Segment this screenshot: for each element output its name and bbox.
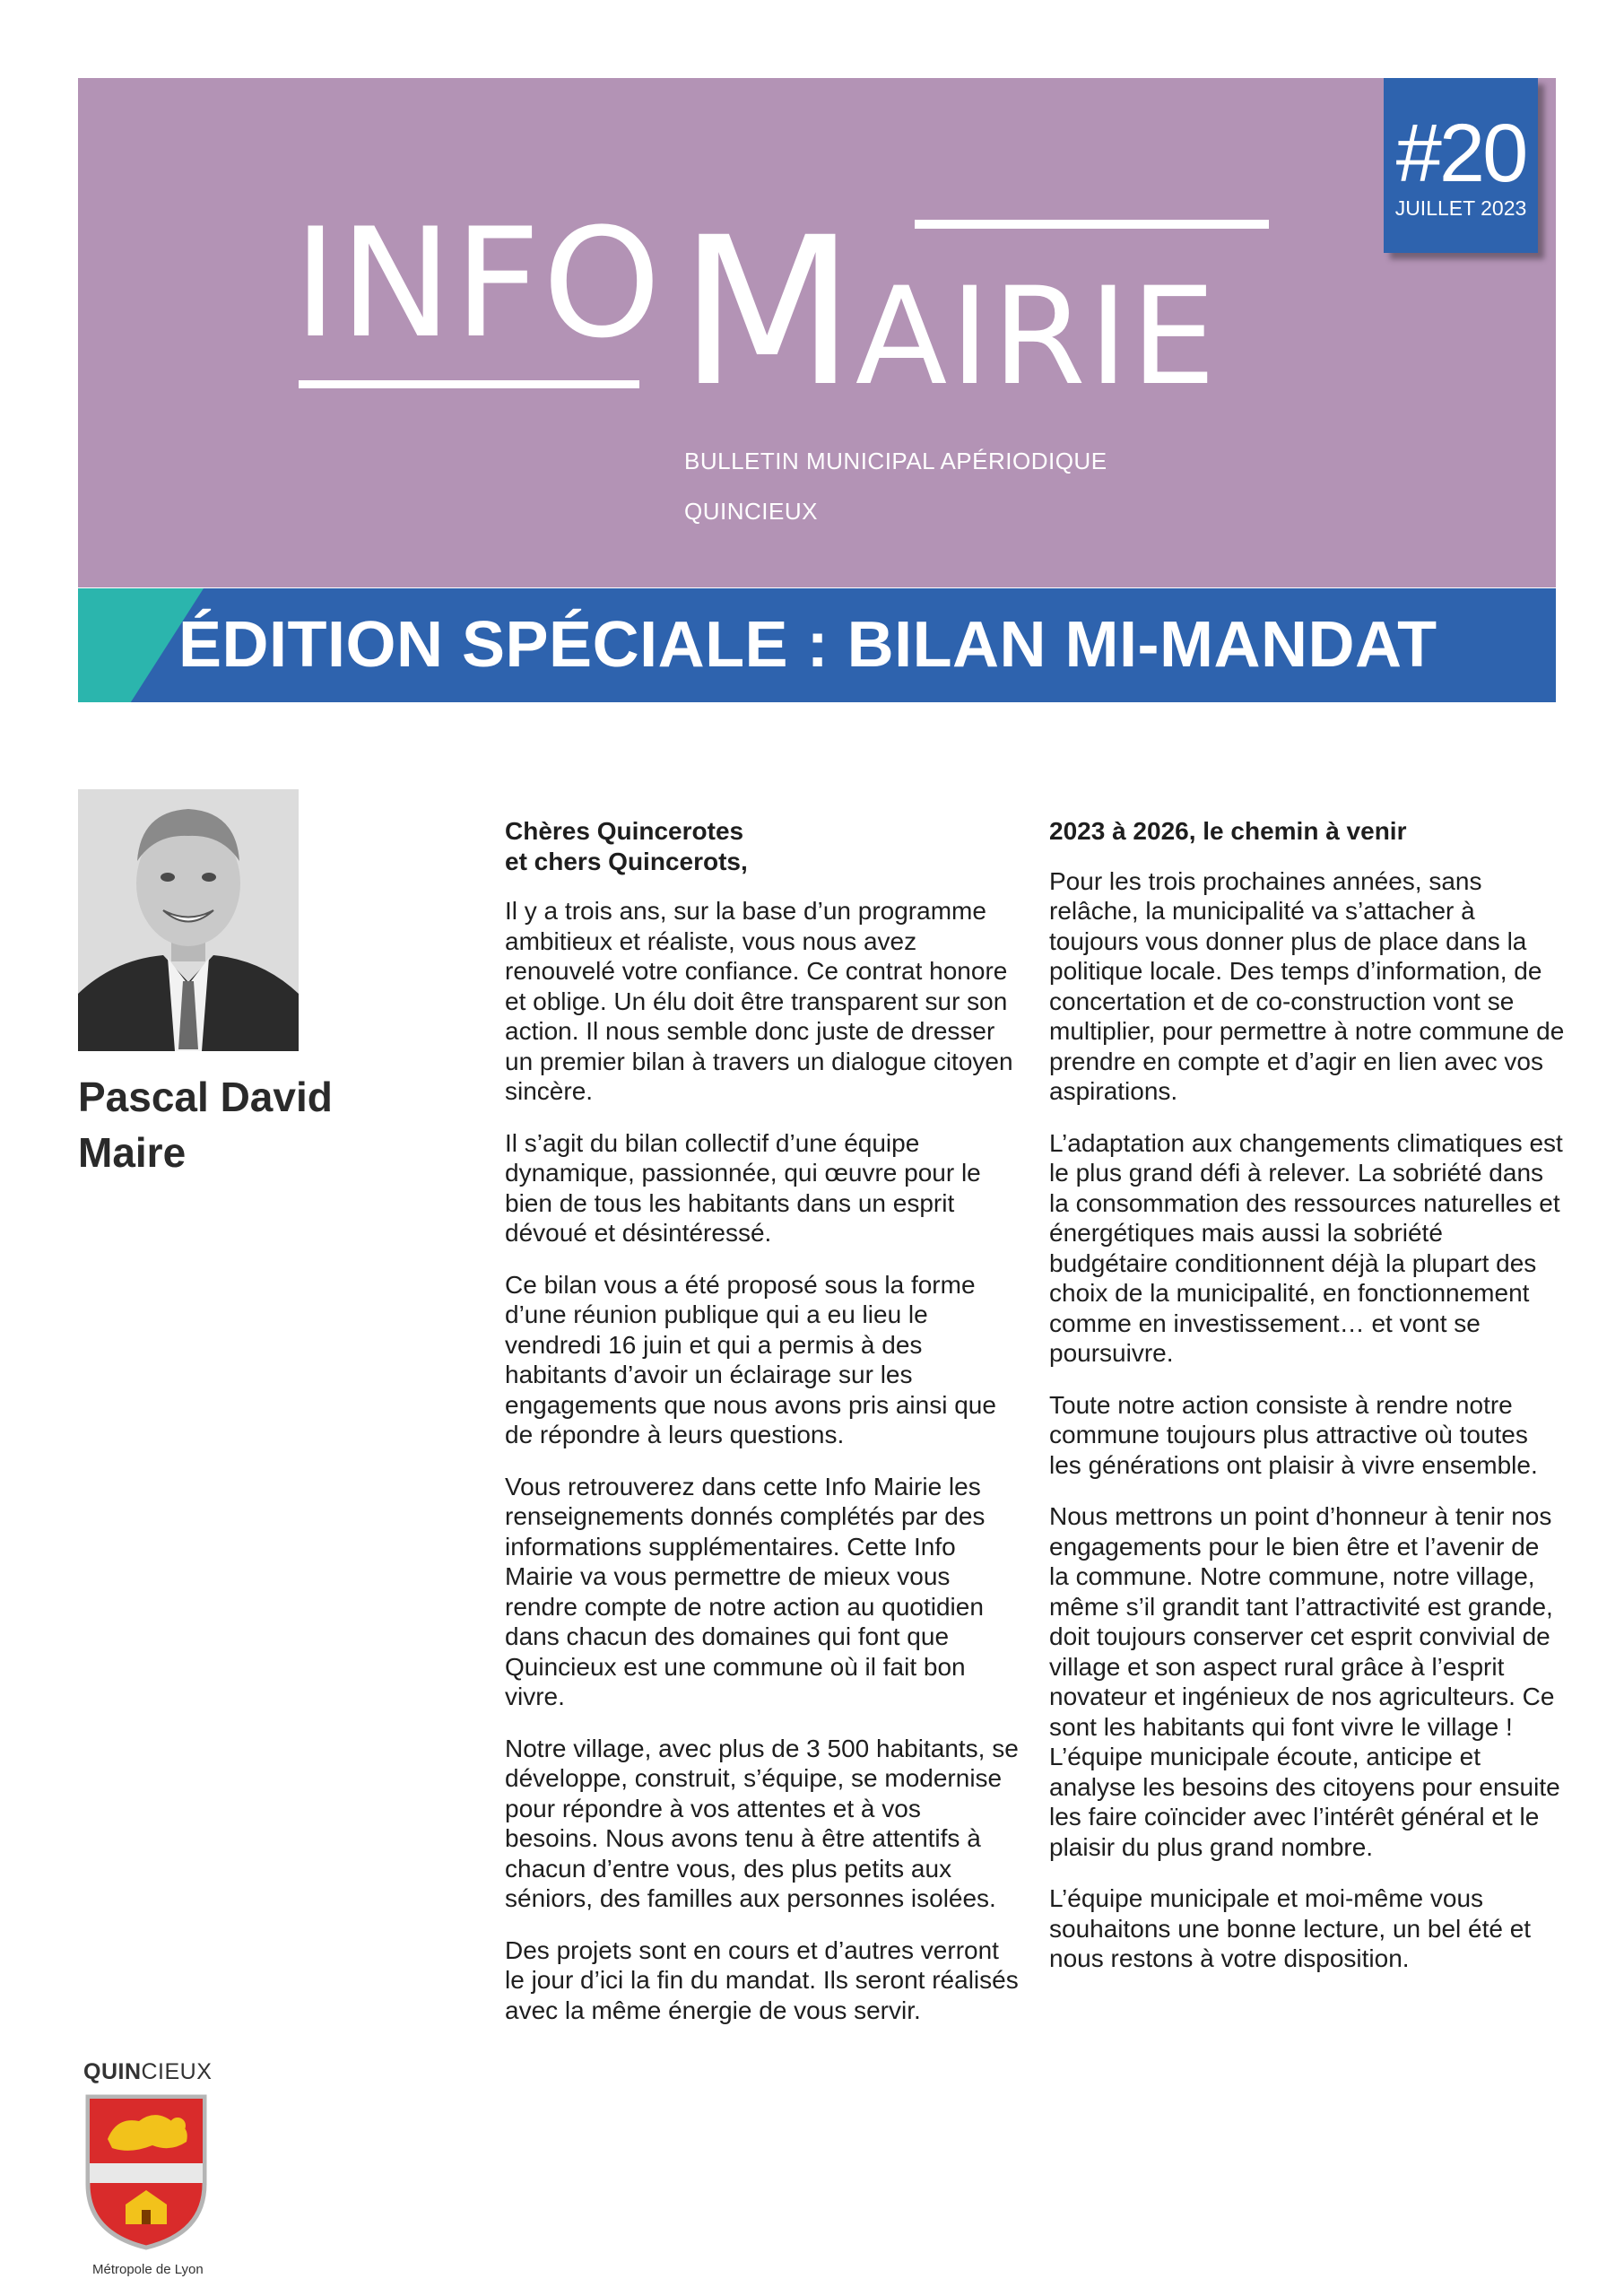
paragraph: Nous mettrons un point d’honneur à tenir nos engagements pour le bien être et l’avenir de la commune. Notre commune, notre village, même s’il grandit tant l’attractivité est grande, doit toujours conserver cet esprit convivial de village et son aspect rural grâce à l’esprit novateur et ingénieux de nos agriculteurs. Ce sont les habitants qui font vivre le village ! L’équipe municipale écoute, anticipe et analyse les besoins des citoyens pour ensuite les faire coïncider avec l’intérêt général et le plaisir du plus grand nombre. — [1049, 1502, 1560, 1861]
town-logo-name-rest: CIEUX — [141, 2059, 213, 2084]
issue-number: #20 — [1395, 108, 1526, 199]
paragraph: Il y a trois ans, sur la base d’un programme ambitieux et réaliste, vous nous avez renouvelé votre confiance. Ce contrat honore et oblige. Un élu doit être transparent sur son action. Il nous semble donc juste de dresser un premier bilan à travers un dialogue citoyen sincère. — [505, 897, 1013, 1105]
signature — [78, 1069, 333, 1180]
issue-date: JUILLET 2023 — [1394, 196, 1527, 220]
town-logo-name-bold: QUIN — [83, 2059, 142, 2084]
town-logo-caption: Métropole de Lyon — [92, 2262, 204, 2277]
greeting-line-2: et chers Quincerots, — [505, 847, 748, 875]
paragraph: Notre village, avec plus de 3 500 habitants, se développe, construit, s’équipe, se modernise pour répondre à vos attentes et à vos besoins. Nous avons tenu à être attentifs à chacun d’entre vous, des plus petits aux séniors, des familles aux personnes isolées. — [505, 1734, 1019, 1912]
subtitle-line1: BULLETIN MUNICIPAL APÉRIODIQUE — [684, 448, 1107, 474]
title-mairie-rest: AIRIE — [855, 259, 1219, 415]
author-name: Pascal David — [78, 1074, 333, 1120]
paragraph: Il s’agit du bilan collectif d’une équipe dynamique, passionnée, qui œuvre pour le bien de tous les habitants dans un esprit dévoué et désintéressé. — [505, 1128, 981, 1247]
paragraph: Ce bilan vous a été proposé sous la forme d’une réunion publique qui a eu lieu le vendredi 16 juin et qui a permis à des habitants d’avoir un éclairage sur les engagements que nous avons pris ainsi que de répondre à leurs questions. — [505, 1270, 996, 1448]
editorial-right-column — [1049, 816, 1565, 1996]
paragraph: Pour les trois prochaines années, sans relâche, la municipalité va s’attacher à toujours vous donner plus de place dans la politique locale. Des temps d’information, de concertation et de co-construction vont se multiplier, pour permettre à notre commune de prendre en compte et d’agir en lien avec vos aspirations. — [1049, 866, 1565, 1105]
portrait-illustration — [78, 789, 299, 1051]
town-logo-name — [83, 2059, 212, 2085]
paragraph: L’adaptation aux changements climatiques est le plus grand défi à relever. La sobriété dans la consommation des ressources naturelles et énergétiques mais aussi la sobriété budgétaire conditionnent déjà la plupart des choix de la municipalité, en fonctionnement comme en investissement… et vont se poursuivre. — [1049, 1128, 1563, 1367]
greeting-line-1: Chères Quincerotes — [505, 817, 744, 845]
title-info: INFO — [293, 196, 664, 371]
masthead — [78, 78, 1556, 587]
paragraph: Toute notre action consiste à rendre notre commune toujours plus attractive où toutes les générations ont plaisir à vivre ensemble. — [1049, 1390, 1538, 1479]
paragraph: Des projets sont en cours et d’autres verront le jour d’ici la fin du mandat. Ils seront réalisés avec la même énergie de vous servir. — [505, 1935, 1019, 2024]
banner-title: ÉDITION SPÉCIALE : BILAN MI-MANDAT — [178, 609, 1437, 681]
author-role: Maire — [78, 1129, 187, 1176]
section-heading: 2023 à 2026, le chemin à venir — [1049, 817, 1407, 845]
editorial-left-column — [505, 816, 1020, 2047]
town-crest-icon — [81, 2090, 212, 2251]
title-mairie — [679, 193, 1219, 431]
special-edition-banner — [78, 588, 1556, 702]
issue-tab — [1384, 78, 1538, 253]
mayor-portrait — [78, 789, 299, 1051]
title-rule-left — [299, 380, 639, 388]
paragraph: Vous retrouverez dans cette Info Mairie les renseignements donnés complétés par des informations supplémentaires. Cette Info Mairie va vous permettre de mieux vous rendre compte de notre action au quotidien dans chacun des domaines qui font que Quincieux est une commune où il fait bon vivre. — [505, 1472, 986, 1710]
paragraph: L’équipe municipale et moi-même vous souhaitons une bonne lecture, un bel été et nous restons à votre disposition. — [1049, 1884, 1532, 1972]
greeting — [505, 816, 1020, 876]
title-mairie-initial: M — [679, 193, 855, 431]
subtitle-line2: QUINCIEUX — [684, 498, 818, 525]
